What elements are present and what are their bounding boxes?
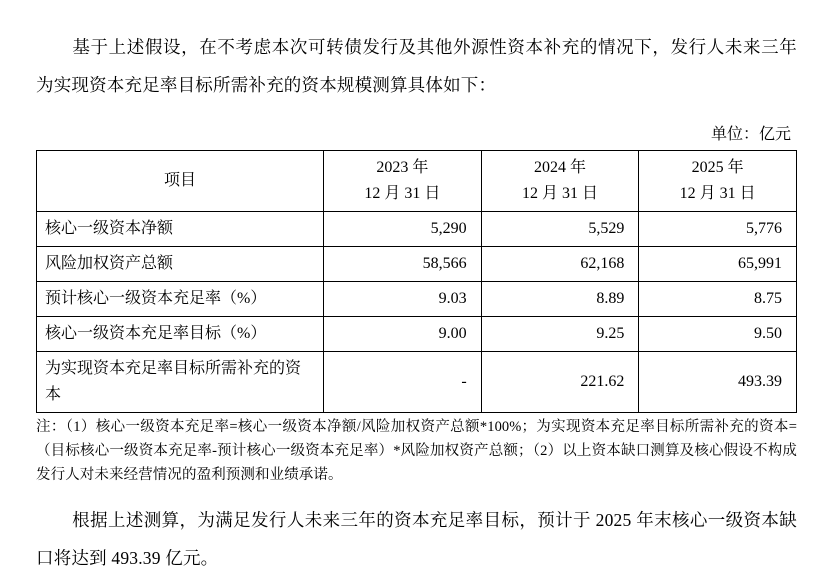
paragraph-conclusion-text: 根据上述测算，为满足发行人未来三年的资本充足率目标，预计于 2025 年末核心一级资本缺口将达到 493.39 亿元。 (36, 510, 797, 568)
row-value-2024: 62,168 (481, 247, 639, 282)
table-row (37, 247, 797, 282)
header-2023 (324, 151, 482, 212)
header-2024-date: 12 月 31 日 (521, 185, 598, 202)
header-2024 (481, 151, 639, 212)
paragraph-intro-text: 基于上述假设，在不考虑本次可转债发行及其他外源性资本补充的情况下，发行人未来三年为实现资本充足率目标所需补充的资本规模测算具体如下： (36, 36, 797, 95)
table-header-row (37, 151, 797, 212)
table-body (37, 212, 797, 413)
table-head (37, 151, 797, 212)
row-value-2023: 9.03 (324, 282, 482, 317)
row-label: 预计核心一级资本充足率（%） (37, 282, 324, 317)
row-value-2024: 8.89 (481, 282, 639, 317)
row-value-2025: 9.50 (639, 317, 797, 352)
header-item: 项目 (37, 151, 324, 212)
table-notes: 注：（1）核心一级资本充足率=核心一级资本净额/风险加权资产总额*100%；为实现资本充足率目标所需补充的资本=（目标核心一级资本充足率-预计核心一级资本充足率）*风险加权资产总额；（2）以上资本缺口测算及核心假设不构成发行人对未来经营情况的盈利预测和业绩承诺。 (36, 419, 797, 483)
table-row (37, 212, 797, 247)
paragraph-conclusion (36, 501, 797, 577)
header-2023-year: 2023 年 (376, 159, 429, 176)
row-label: 核心一级资本充足率目标（%） (37, 317, 324, 352)
row-value-2025: 65,991 (639, 247, 797, 282)
row-label: 为实现资本充足率目标所需补充的资本 (37, 352, 324, 413)
row-label: 风险加权资产总额 (37, 247, 324, 282)
unit-label: 单位：亿元 (710, 126, 791, 143)
header-2025-year: 2025 年 (691, 159, 744, 176)
table-row (37, 352, 797, 413)
header-2024-year: 2024 年 (533, 159, 586, 176)
row-value-2023: - (324, 352, 482, 413)
row-value-2024: 221.62 (481, 352, 639, 413)
header-2023-date: 12 月 31 日 (364, 185, 441, 202)
header-2025 (639, 151, 797, 212)
row-value-2023: 9.00 (324, 317, 482, 352)
row-value-2025: 8.75 (639, 282, 797, 317)
row-value-2025: 5,776 (639, 212, 797, 247)
paragraph-intro (36, 28, 797, 104)
row-label: 核心一级资本净额 (37, 212, 324, 247)
row-value-2023: 58,566 (324, 247, 482, 282)
row-value-2025: 493.39 (639, 352, 797, 413)
row-value-2024: 9.25 (481, 317, 639, 352)
row-value-2023: 5,290 (324, 212, 482, 247)
table-row (37, 317, 797, 352)
header-2025-date: 12 月 31 日 (679, 185, 756, 202)
capital-adequacy-table (36, 150, 797, 413)
row-value-2024: 5,529 (481, 212, 639, 247)
table-row (37, 282, 797, 317)
